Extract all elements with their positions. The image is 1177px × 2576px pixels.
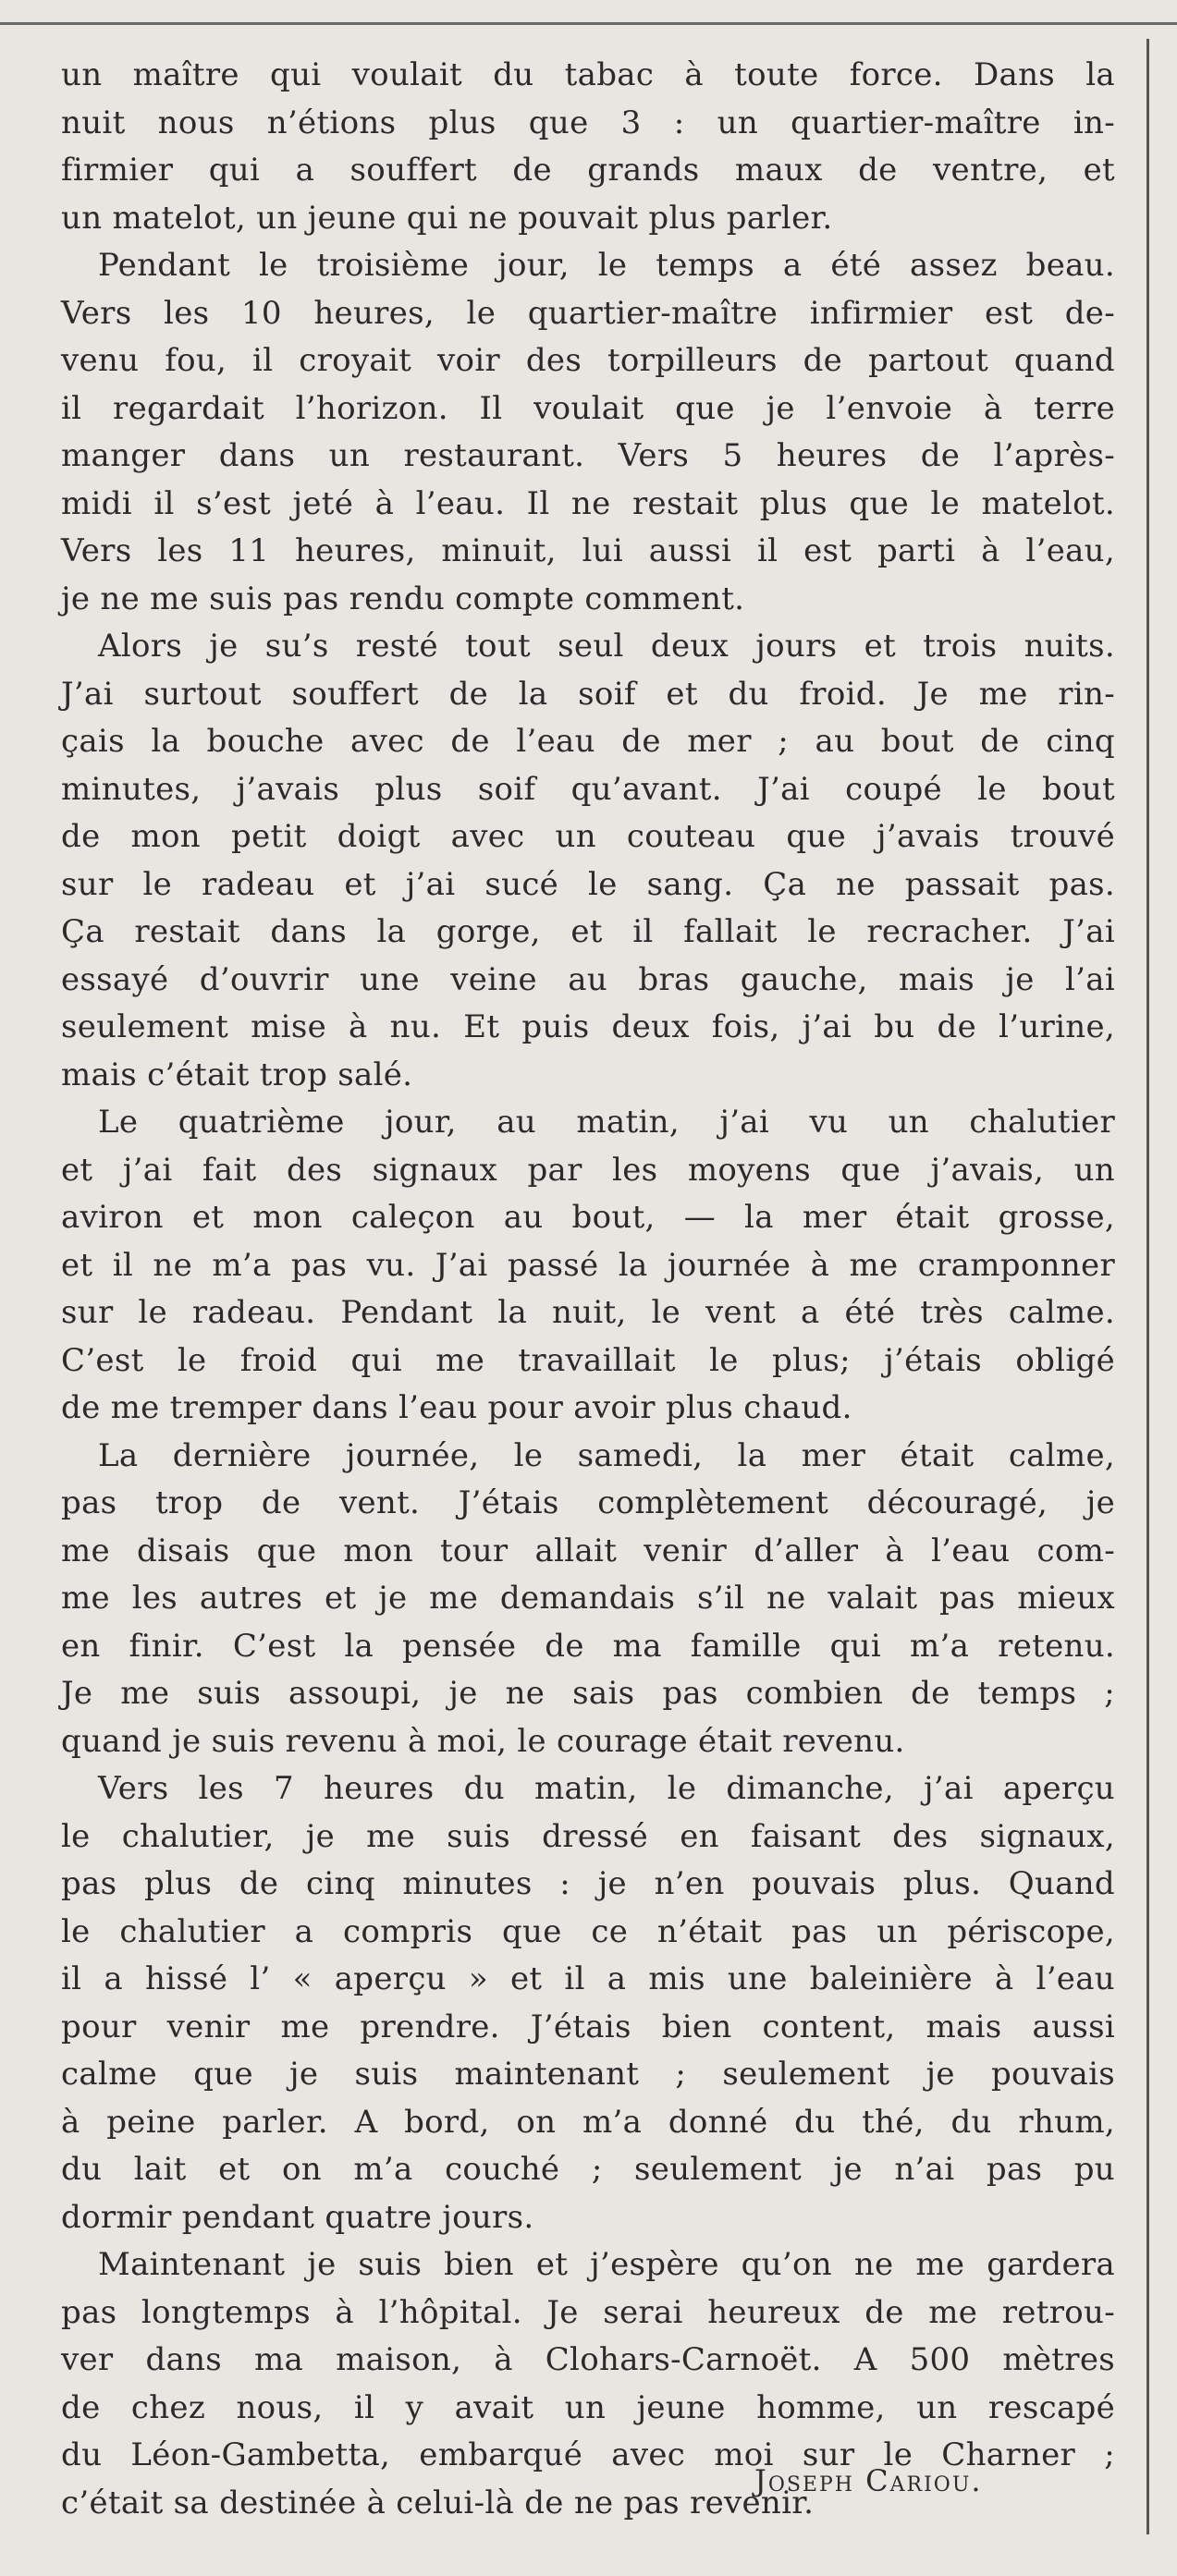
text-line: mais c’était trop salé. [61,1056,413,1093]
text-line: Je me suis assoupi, je ne sais pas combien de temps ; [61,1675,1115,1712]
text-line: Le quatrième jour, au matin, j’ai vu un chalutier [98,1104,1115,1141]
text-line: et il ne m’a pas vu. J’ai passé la journée à me cramponner [61,1246,1115,1284]
text-line: me disais que mon tour allait venir d’aller à l’eau com- [61,1532,1115,1569]
text-line: ver dans ma maison, à Clohars-Carnoët. A 500 mètres [61,2341,1115,2378]
text-line: Vers les 11 heures, minuit, lui aussi il est parti à l’eau, [61,532,1115,569]
text-line: Vers les 7 heures du matin, le dimanche, j’ai aperçu [98,1770,1115,1807]
text-line: calme que je suis maintenant ; seulement je pouvais [61,2056,1115,2093]
text-line: un matelot, un jeune qui ne pouvait plus parler. [61,199,833,237]
text-line: le chalutier, je me suis dressé en faisant des signaux, [61,1817,1115,1855]
text-line: du lait et on m’a couché ; seulement je n’ai pas pu [61,2151,1115,2188]
text-line: de me tremper dans l’eau pour avoir plus chaud. [61,1389,852,1426]
top-rule [0,22,1177,25]
text-line: Alors je su’s resté tout seul deux jours et trois nuits. [98,628,1115,665]
text-line: Maintenant je suis bien et j’espère qu’on ne me gardera [98,2246,1115,2283]
text-line: un maître qui voulait du tabac à toute force. Dans la [61,56,1115,93]
text-line: aviron et mon caleçon au bout, — la mer était grosse, [61,1199,1115,1236]
text-line: minutes, j’avais plus soif qu’avant. J’ai coupé le bout [61,770,1115,808]
text-line: il regardait l’horizon. Il voulait que je l’envoie à terre [61,389,1115,427]
text-line: manger dans un restaurant. Vers 5 heures de l’après- [61,437,1115,474]
text-line: pas plus de cinq minutes : je n’en pouvais plus. Quand [61,1865,1115,1902]
text-line: il a hissé l’ « aperçu » et il a mis une baleinière à l’eau [61,1960,1115,1997]
article-body [61,52,1115,2527]
text-line: essayé d’ouvrir une veine au bras gauche, mais je l’ai [61,960,1115,998]
paragraph-4 [61,1099,1115,1433]
text-line: nuit nous n’étions plus que 3 : un quartier-maître in- [61,104,1115,141]
text-line: pas longtemps à l’hôpital. Je serai heureux de me retrou- [61,2293,1115,2331]
text-line: Ça restait dans la gorge, et il fallait le recracher. J’ai [61,913,1115,950]
text-line: Pendant le troisième jour, le temps a été assez beau. [98,247,1115,284]
text-line: firmier qui a souffert de grands maux de ventre, et [61,152,1115,189]
text-line: quand je suis revenu à moi, le courage était revenu. [61,1722,905,1760]
text-line: le chalutier a compris que ce n’était pas un périscope, [61,1912,1115,1950]
text-line: C’est le froid qui me travaillait le plus; j’étais obligé [61,1341,1115,1379]
paragraph-3 [61,623,1115,1099]
text-line: à peine parler. A bord, on m’a donné du thé, du rhum, [61,2103,1115,2141]
text-line: çais la bouche avec de l’eau de mer ; au bout de cinq [61,723,1115,760]
paragraph-1 [61,52,1115,242]
text-line: midi il s’est jeté à l’eau. Il ne restait plus que le matelot. [61,484,1115,522]
text-line: de chez nous, il y avait un jeune homme, un rescapé [61,2388,1115,2426]
text-line: venu fou, il croyait voir des torpilleurs de partout quand [61,342,1115,379]
text-line: sur le radeau et j’ai sucé le sang. Ça ne passait pas. [61,865,1115,903]
column-rule [1146,39,1149,2534]
text-line: je ne me suis pas rendu compte comment. [61,580,745,617]
text-line: c’était sa destinée à celui-là de ne pas revenir. [61,2484,815,2521]
text-line: dormir pendant quatre jours. [61,2198,534,2236]
text-line: pas trop de vent. J’étais complètement découragé, je [61,1484,1115,1521]
text-line: Vers les 10 heures, le quartier-maître infirmier est de- [61,294,1115,332]
text-line: en finir. C’est la pensée de ma famille qui m’a retenu. [61,1627,1115,1665]
text-line: du Léon-Gambetta, embarqué avec moi sur le Charner ; [61,2436,1115,2473]
text-line: La dernière journée, le samedi, la mer était calme, [98,1436,1115,1474]
text-line: et j’ai fait des signaux par les moyens que j’avais, un [61,1151,1115,1189]
text-line: seulement mise à nu. Et puis deux fois, j’ai bu de l’urine, [61,1008,1115,1045]
text-line: me les autres et je me demandais s’il ne valait pas mieux [61,1580,1115,1617]
text-line: pour venir me prendre. J’étais bien content, mais aussi [61,2008,1115,2045]
text-line: J’ai surtout souffert de la soif et du froid. Je me rin- [61,675,1115,713]
text-line: de mon petit doigt avec un couteau que j’avais trouvé [61,818,1115,855]
author-signature: Joseph Cariou. [754,2463,983,2498]
paragraph-2 [61,242,1115,623]
paragraph-5 [61,1433,1115,1766]
paragraph-6 [61,1765,1115,2241]
text-line: sur le radeau. Pendant la nuit, le vent a été très calme. [61,1294,1115,1331]
